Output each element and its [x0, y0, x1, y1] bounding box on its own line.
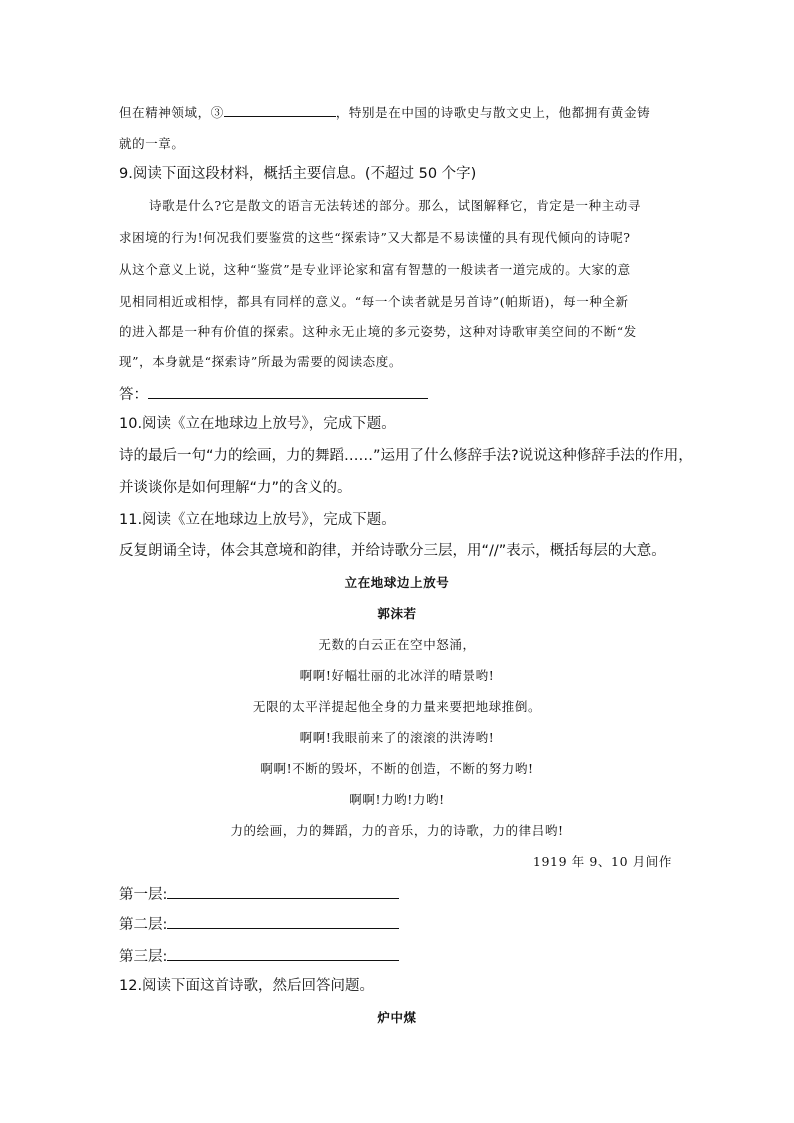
poem-date: 1919 年 9、10 月间作 [532, 854, 672, 869]
q9-title: 9.阅读下面这段材料，概括主要信息。(不超过 50 个字) [119, 166, 477, 182]
poem-line: 啊啊!我眼前来了的滚滚的洪涛哟! [299, 730, 495, 745]
layer-3-row [119, 946, 399, 966]
poem-author: 郭沫若 [377, 606, 417, 621]
q9-answer-blank[interactable] [148, 384, 428, 399]
answer-label: 答： [119, 387, 148, 403]
q11-title: 11.阅读《立在地球边上放号》，完成下题。 [119, 512, 396, 528]
layer-3-label: 第三层: [119, 949, 168, 965]
q12-poem-title: 炉中煤 [377, 1010, 417, 1025]
q9-passage-line: 从这个意义上说，这种“鉴赏”是专业评论家和富有智慧的一般读者一道完成的。大家的意 [119, 262, 631, 277]
q9-passage-line: 求困境的行为!何况我们要鉴赏的这些“探索诗”又大都是不易读懂的具有现代倾向的诗呢? [119, 230, 631, 245]
q9-passage-line: 的进入都是一种有价值的探索。这种永无止境的多元姿势，这种对诗歌审美空间的不断“发 [119, 324, 637, 339]
poem-line: 啊啊!不断的毁坏，不断的创造，不断的努力哟! [260, 761, 534, 776]
q11-instruction: 反复朗诵全诗，体会其意境和韵律，并给诗歌分三层，用“//”表示，概括每层的大意。 [119, 543, 666, 559]
poem-line: 力的绘画，力的舞蹈，力的音乐，力的诗歌，力的律吕哟! [230, 823, 564, 838]
layer-1-row [119, 884, 399, 904]
q12-title: 12.阅读下面这首诗歌，然后回答问题。 [119, 978, 375, 994]
q9-answer-line [119, 384, 428, 404]
poem-line: 无限的太平洋提起他全身的力量来要把地球推倒。 [252, 699, 542, 714]
q9-passage-line: 诗歌是什么?它是散文的语言无法转述的部分。那么，试图解释它，肯定是一种主动寻 [149, 198, 642, 213]
q9-passage-line: 见相同相近或相悖，都具有同样的意义。“每一个读者就是另首诗”(帕斯语)，每一种全新 [119, 294, 629, 309]
poem-line: 啊啊!力哟!力哟! [349, 792, 445, 807]
layer-2-row [119, 914, 399, 934]
q8-line-1 [119, 102, 650, 122]
poem-line: 啊啊!好幅壮丽的北冰洋的晴景哟! [299, 668, 495, 683]
layer-1-label: 第一层: [119, 887, 168, 903]
q8-text-a: 但在精神领域，③ [119, 105, 224, 120]
layer-1-blank[interactable] [167, 884, 399, 899]
layer-2-blank[interactable] [167, 914, 399, 929]
q8-blank-3[interactable] [224, 102, 336, 117]
layer-3-blank[interactable] [167, 946, 399, 961]
poem-line: 无数的白云正在空中怒涌， [318, 637, 476, 652]
q8-line-2: 就的一章。 [119, 136, 185, 151]
poem-title: 立在地球边上放号 [344, 575, 450, 590]
q10-title: 10.阅读《立在地球边上放号》，完成下题。 [119, 416, 396, 432]
q8-text-b: ，特别是在中国的诗歌史与散文史上，他都拥有黄金铸 [335, 105, 651, 120]
layer-2-label: 第二层: [119, 917, 168, 933]
q10-line-2: 并谈谈你是如何理解“力”的含义的。 [119, 480, 352, 496]
q10-line-1: 诗的最后一句“力的绘画，力的舞蹈……”运用了什么修辞手法?说说这种修辞手法的作用， [119, 448, 693, 464]
q9-passage-line: 现”，本身就是“探索诗”所最为需要的阅读态度。 [119, 354, 402, 369]
